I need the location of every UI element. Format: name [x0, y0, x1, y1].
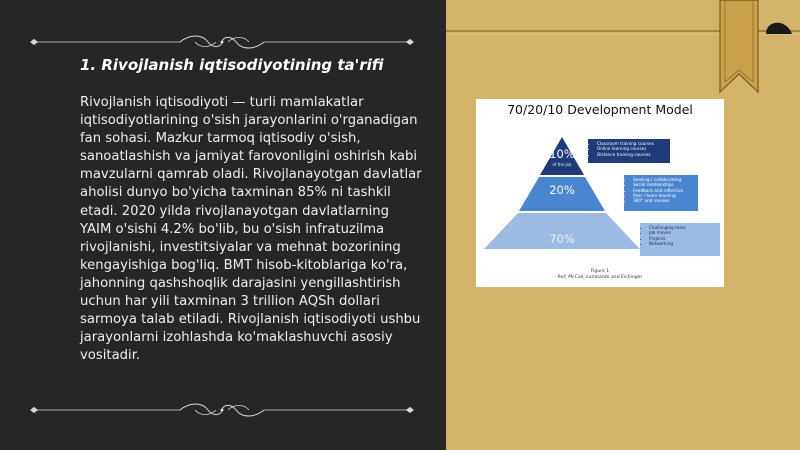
- development-model-figure: [476, 99, 724, 287]
- ornament-divider-bottom: [30, 401, 414, 419]
- list-item: • Online learning courses: [597, 146, 667, 151]
- level-top-percent: 10%: [549, 147, 575, 161]
- list-item: • Peer / team learning: [633, 193, 695, 198]
- list-item: • Networking: [649, 241, 717, 246]
- top-level-box: [588, 139, 670, 163]
- list-item: • Classroom training courses: [597, 141, 667, 146]
- list-item: • Social relationships: [633, 182, 695, 187]
- level-top-subtext: of the job: [552, 162, 572, 167]
- middle-level-box: [624, 175, 698, 211]
- level-bottom-percent: 70%: [549, 232, 575, 246]
- list-item: • 360° and reviews: [633, 198, 695, 203]
- ornament-divider-top: [30, 33, 414, 51]
- list-item: • Distance training courses: [597, 152, 667, 157]
- image-panel: [446, 0, 800, 450]
- slide-body-text: Rivojlanish iqtisodiyoti — turli mamlakatlar iqtisodiyotlarining o'sish jarayonlarini o'rganadigan fan sohasi. Mazkur tarmoq iqtisodiy o'sish, sanoatlashish va jamiyat farovonligini oshirish kabi mavzularni qamrab oladi. Rivojlanayotgan davlatlar aholisi dunyo bo'yicha taxminan 85% ni tashkil etadi. 2020 yilda rivojlanayotgan davlatlarning YAIM o'sishi 4.2% bo'lib, bu o'sish infratuzilma rivojlanishi, investitsiyalar va mehnat bozorining kengayishiga bog'liq. BMT hisob-kitoblariga ko'ra, jahonning qashshoqlik darajasini yengillashtirish uchun har yili taxminan 3 trillion AQSh dollari sarmoya talab etiladi. Rivojlanish iqtisodiyoti ushbu jarayonlarni izohlashda ko'maklashuvchi asosiy vositadir.: [80, 95, 422, 364]
- list-item: • Job moves: [649, 230, 717, 235]
- list-item: • Seeking / collaborating: [633, 177, 695, 182]
- list-item: • Challenging tasks: [649, 225, 717, 230]
- level-middle-percent: 20%: [549, 183, 575, 197]
- figure-reference: Ref: McCall, Lombardo and Eichinger: [557, 275, 643, 280]
- figure-caption: Figure 1: [590, 269, 610, 274]
- figure-title: 70/20/10 Development Model: [507, 102, 693, 117]
- list-item: • Projects: [649, 236, 717, 241]
- list-item: • Feedback and reflection: [633, 188, 695, 193]
- bottom-level-box: [640, 223, 720, 256]
- bookmark-ribbon-icon: [446, 0, 800, 100]
- slide-heading: 1. Rivojlanish iqtisodiyotining ta'rifi: [80, 56, 384, 74]
